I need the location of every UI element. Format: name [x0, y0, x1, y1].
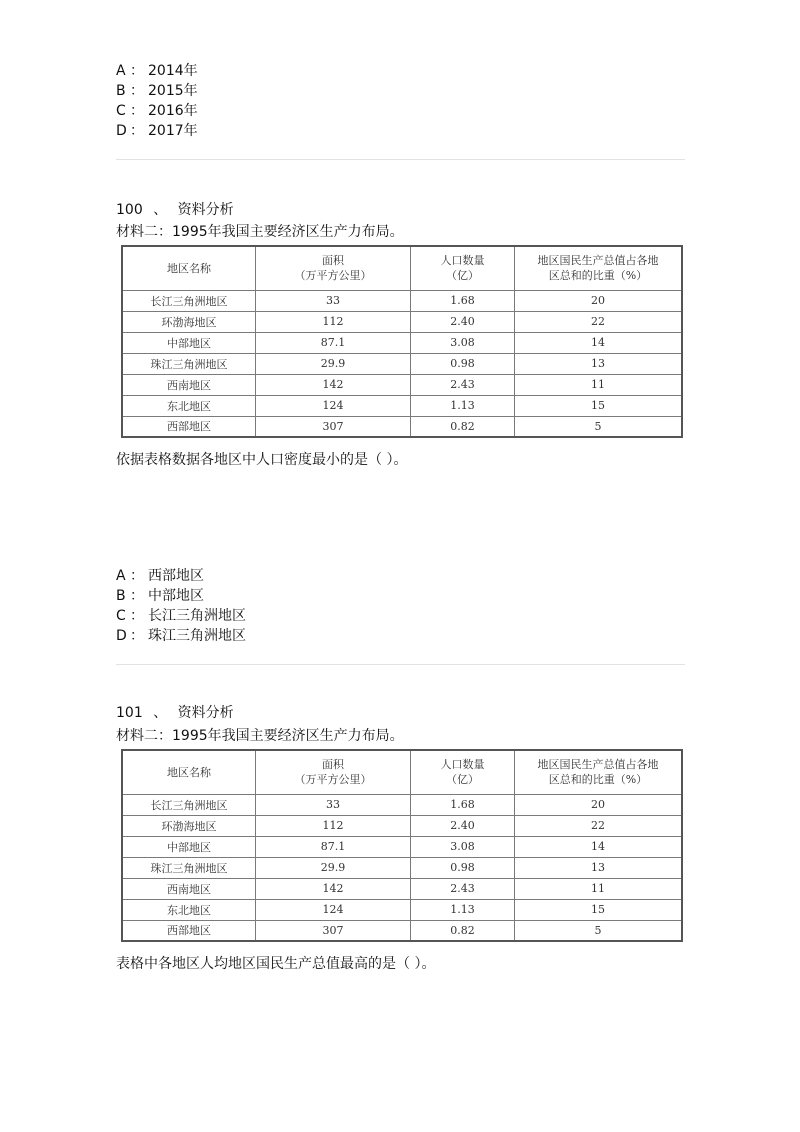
- q100-option-d[interactable]: [116, 627, 246, 645]
- table-row: [122, 290, 682, 311]
- cell-region: 中部地区: [122, 332, 256, 353]
- table-row: [122, 395, 682, 416]
- option-letter: C: [116, 608, 126, 624]
- cell-area: 33: [256, 290, 411, 311]
- q100-option-c[interactable]: [116, 607, 246, 625]
- cell-population: 1.13: [411, 899, 515, 920]
- cell-gnp-share: 20: [515, 290, 683, 311]
- cell-gnp-share: 13: [515, 857, 683, 878]
- header-subtext: （万平方公里）: [294, 269, 372, 283]
- header-cell: [515, 246, 683, 290]
- option-colon: ：: [130, 123, 144, 139]
- header-subtext: 区总和的比重（%）: [548, 773, 648, 787]
- q100-heading: [116, 201, 234, 219]
- cell-area: 112: [256, 815, 411, 836]
- cell-gnp-share: 13: [515, 353, 683, 374]
- header-cell: [256, 246, 411, 290]
- cell-area: 142: [256, 374, 411, 395]
- divider: [116, 159, 685, 160]
- option-text: 2016年: [148, 103, 198, 119]
- cell-gnp-share: 15: [515, 899, 683, 920]
- cell-area: 87.1: [256, 332, 411, 353]
- table-row: [122, 920, 682, 941]
- question-type: 资料分析: [177, 705, 234, 721]
- divider: [116, 664, 685, 665]
- cell-population: 3.08: [411, 332, 515, 353]
- q100-option-a[interactable]: [116, 567, 204, 585]
- option-text: 2017年: [148, 123, 198, 139]
- cell-gnp-share: 22: [515, 815, 683, 836]
- option-letter: D: [116, 123, 127, 139]
- question-number: 100: [116, 202, 143, 218]
- option-colon: ：: [130, 63, 144, 79]
- header-cell: [411, 246, 515, 290]
- option-letter: B: [116, 588, 126, 604]
- cell-region: 珠江三角洲地区: [122, 857, 256, 878]
- q100-question-text: 依据表格数据各地区中人口密度最小的是（ ）。: [116, 452, 408, 468]
- q100-material: 材料二：1995年我国主要经济区生产力布局。: [116, 224, 404, 240]
- cell-area: 307: [256, 920, 411, 941]
- table-header-row: [122, 750, 682, 794]
- q101-data-table: [121, 749, 683, 942]
- option-letter: B: [116, 83, 126, 99]
- cell-area: 124: [256, 395, 411, 416]
- table-header-row: [122, 246, 682, 290]
- option-colon: ：: [130, 608, 144, 624]
- header-text: 地区名称: [167, 261, 211, 275]
- cell-gnp-share: 20: [515, 794, 683, 815]
- cell-area: 29.9: [256, 353, 411, 374]
- cell-area: 124: [256, 899, 411, 920]
- cell-gnp-share: 11: [515, 374, 683, 395]
- cell-population: 1.13: [411, 395, 515, 416]
- header-text: 面积: [322, 254, 344, 268]
- table-row: [122, 899, 682, 920]
- cell-population: 0.82: [411, 416, 515, 437]
- cell-population: 3.08: [411, 836, 515, 857]
- cell-region: 东北地区: [122, 899, 256, 920]
- question-type: 资料分析: [177, 202, 234, 218]
- table-row: [122, 332, 682, 353]
- table-row: [122, 794, 682, 815]
- cell-area: 33: [256, 794, 411, 815]
- header-text: 人口数量: [440, 758, 485, 772]
- option-text: 西部地区: [148, 568, 204, 584]
- option-colon: ：: [130, 568, 144, 584]
- header-cell: [411, 750, 515, 794]
- header-subtext: （亿）: [446, 773, 479, 787]
- cell-region: 环渤海地区: [122, 815, 256, 836]
- q99-option-b[interactable]: [116, 82, 198, 100]
- header-cell: [256, 750, 411, 794]
- header-cell: [122, 246, 256, 290]
- header-subtext: 区总和的比重（%）: [548, 269, 648, 283]
- cell-area: 142: [256, 878, 411, 899]
- table-row: [122, 374, 682, 395]
- option-text: 珠江三角洲地区: [148, 628, 246, 644]
- q101-question-text: 表格中各地区人均地区国民生产总值最高的是（ ）。: [116, 956, 436, 972]
- q99-option-d[interactable]: [116, 122, 198, 140]
- cell-population: 0.82: [411, 920, 515, 941]
- cell-population: 0.98: [411, 353, 515, 374]
- cell-region: 环渤海地区: [122, 311, 256, 332]
- table-row: [122, 878, 682, 899]
- cell-population: 2.43: [411, 374, 515, 395]
- cell-area: 112: [256, 311, 411, 332]
- header-text: 地区名称: [167, 765, 211, 779]
- option-letter: A: [116, 63, 126, 79]
- cell-region: 中部地区: [122, 836, 256, 857]
- cell-region: 西部地区: [122, 920, 256, 941]
- cell-region: 西南地区: [122, 374, 256, 395]
- cell-area: 29.9: [256, 857, 411, 878]
- question-number: 101: [116, 705, 143, 721]
- option-colon: ：: [130, 588, 144, 604]
- question-separator: 、: [153, 202, 168, 218]
- header-cell: [515, 750, 683, 794]
- q101-heading: [116, 704, 234, 722]
- cell-region: 长江三角洲地区: [122, 794, 256, 815]
- cell-region: 东北地区: [122, 395, 256, 416]
- cell-region: 长江三角洲地区: [122, 290, 256, 311]
- cell-gnp-share: 14: [515, 836, 683, 857]
- cell-gnp-share: 14: [515, 332, 683, 353]
- cell-gnp-share: 15: [515, 395, 683, 416]
- header-subtext: （万平方公里）: [294, 773, 372, 787]
- header-text: 面积: [322, 758, 344, 772]
- option-text: 中部地区: [148, 588, 204, 604]
- cell-region: 西部地区: [122, 416, 256, 437]
- question-separator: 、: [153, 705, 168, 721]
- option-letter: C: [116, 103, 126, 119]
- header-text: 地区国民生产总值占各地: [537, 254, 659, 268]
- option-letter: D: [116, 628, 127, 644]
- option-letter: A: [116, 568, 126, 584]
- cell-population: 2.43: [411, 878, 515, 899]
- q101-material: 材料二：1995年我国主要经济区生产力布局。: [116, 728, 404, 744]
- table-row: [122, 815, 682, 836]
- cell-population: 1.68: [411, 794, 515, 815]
- q100-option-b[interactable]: [116, 587, 204, 605]
- table-row: [122, 857, 682, 878]
- option-text: 2014年: [148, 63, 198, 79]
- cell-population: 2.40: [411, 815, 515, 836]
- q99-option-c[interactable]: [116, 102, 198, 120]
- option-colon: ：: [130, 83, 144, 99]
- cell-area: 87.1: [256, 836, 411, 857]
- cell-gnp-share: 22: [515, 311, 683, 332]
- cell-gnp-share: 5: [515, 416, 683, 437]
- q99-option-a[interactable]: [116, 62, 198, 80]
- cell-area: 307: [256, 416, 411, 437]
- header-text: 地区国民生产总值占各地: [537, 758, 659, 772]
- cell-region: 珠江三角洲地区: [122, 353, 256, 374]
- option-colon: ：: [130, 103, 144, 119]
- header-cell: [122, 750, 256, 794]
- header-text: 人口数量: [440, 254, 485, 268]
- option-colon: ：: [130, 628, 144, 644]
- header-subtext: （亿）: [446, 269, 479, 283]
- q100-data-table: [121, 245, 683, 438]
- option-text: 长江三角洲地区: [148, 608, 246, 624]
- cell-population: 0.98: [411, 857, 515, 878]
- cell-population: 1.68: [411, 290, 515, 311]
- cell-gnp-share: 5: [515, 920, 683, 941]
- cell-gnp-share: 11: [515, 878, 683, 899]
- table-row: [122, 836, 682, 857]
- table-row: [122, 353, 682, 374]
- option-text: 2015年: [148, 83, 198, 99]
- table-row: [122, 311, 682, 332]
- table-row: [122, 416, 682, 437]
- cell-population: 2.40: [411, 311, 515, 332]
- cell-region: 西南地区: [122, 878, 256, 899]
